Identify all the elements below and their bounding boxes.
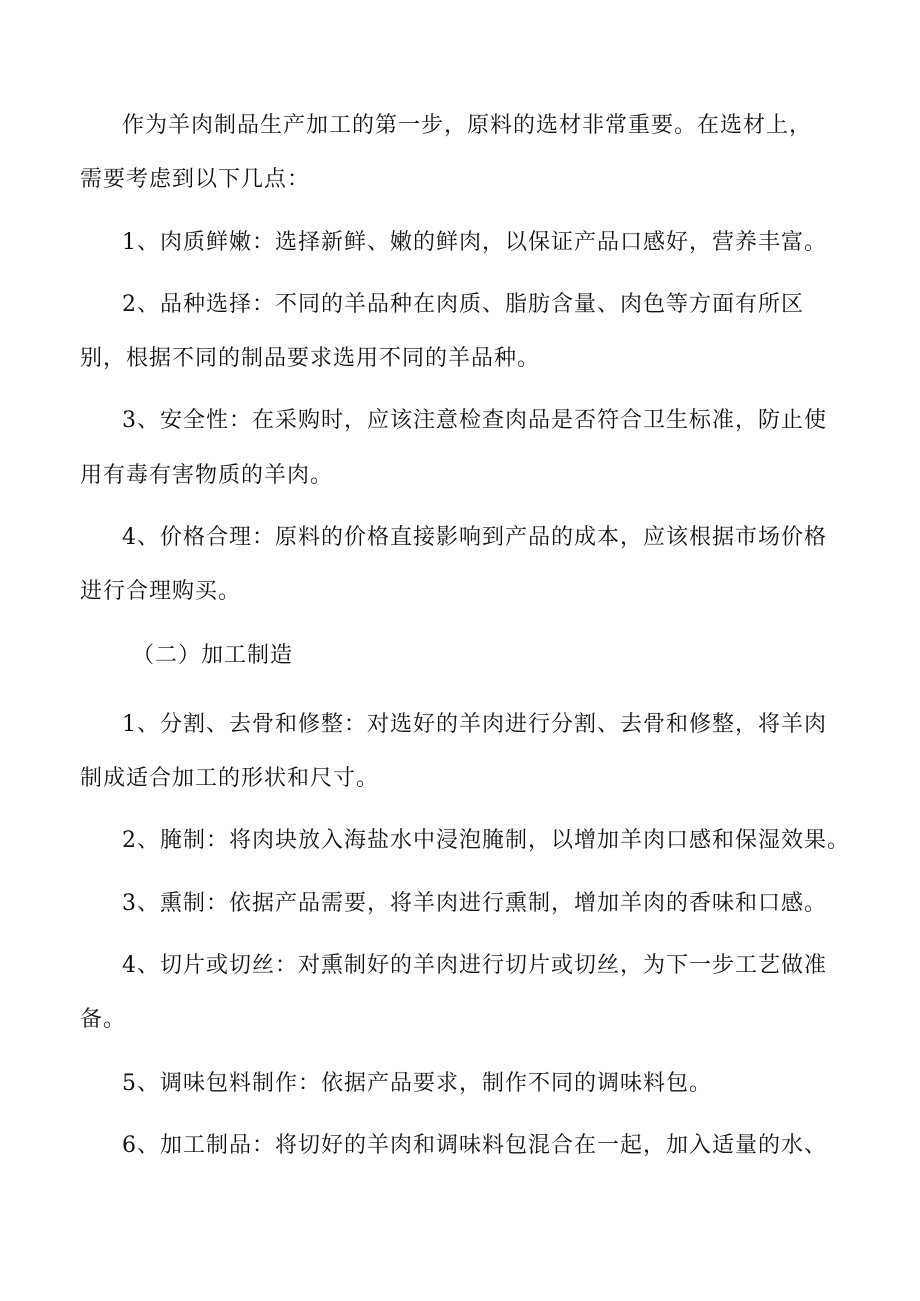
section-heading: （二）加工制造 bbox=[132, 643, 294, 668]
process-6-line-1: 6、加工制品：将切好的羊肉和调味料包混合在一起，加入适量的水、 bbox=[122, 1133, 827, 1158]
process-3-line-1: 3、熏制：依据产品需要，将羊肉进行熏制，增加羊肉的香味和口感。 bbox=[122, 891, 827, 916]
process-4-line-1: 4、切片或切丝：对熏制好的羊肉进行切片或切丝，为下一步工艺做准 bbox=[122, 953, 827, 978]
process-1-line-1: 1、分割、去骨和修整：对选好的羊肉进行分割、去骨和修整，将羊肉 bbox=[122, 712, 827, 737]
process-5-line-1: 5、调味包料制作：依据产品要求，制作不同的调味料包。 bbox=[122, 1071, 712, 1096]
process-1-line-2: 制成适合加工的形状和尺寸。 bbox=[80, 766, 380, 791]
paragraph-intro-line-1: 作为羊肉制品生产加工的第一步，原料的选材非常重要。在选材上， bbox=[122, 113, 813, 138]
process-4-line-2: 备。 bbox=[80, 1007, 127, 1032]
item-3-line-1: 3、安全性：在采购时，应该注意检查肉品是否符合卫生标准，防止使 bbox=[122, 408, 827, 433]
item-3-line-2: 用有毒有害物质的羊肉。 bbox=[80, 463, 334, 488]
item-4-line-1: 4、价格合理：原料的价格直接影响到产品的成本，应该根据市场价格 bbox=[122, 525, 827, 550]
paragraph-intro-line-2: 需要考虑到以下几点： bbox=[80, 167, 311, 192]
item-2-line-2: 别，根据不同的制品要求选用不同的羊品种。 bbox=[80, 346, 541, 371]
item-2-line-1: 2、品种选择：不同的羊品种在肉质、脂肪含量、肉色等方面有所区 bbox=[122, 292, 804, 317]
item-4-line-2: 进行合理购买。 bbox=[80, 579, 242, 604]
item-1-line-1: 1、肉质鲜嫩：选择新鲜、嫩的鲜肉，以保证产品口感好，营养丰富。 bbox=[122, 230, 827, 255]
process-2-line-1: 2、腌制：将肉块放入海盐水中浸泡腌制，以增加羊肉口感和保湿效果。 bbox=[122, 828, 850, 853]
